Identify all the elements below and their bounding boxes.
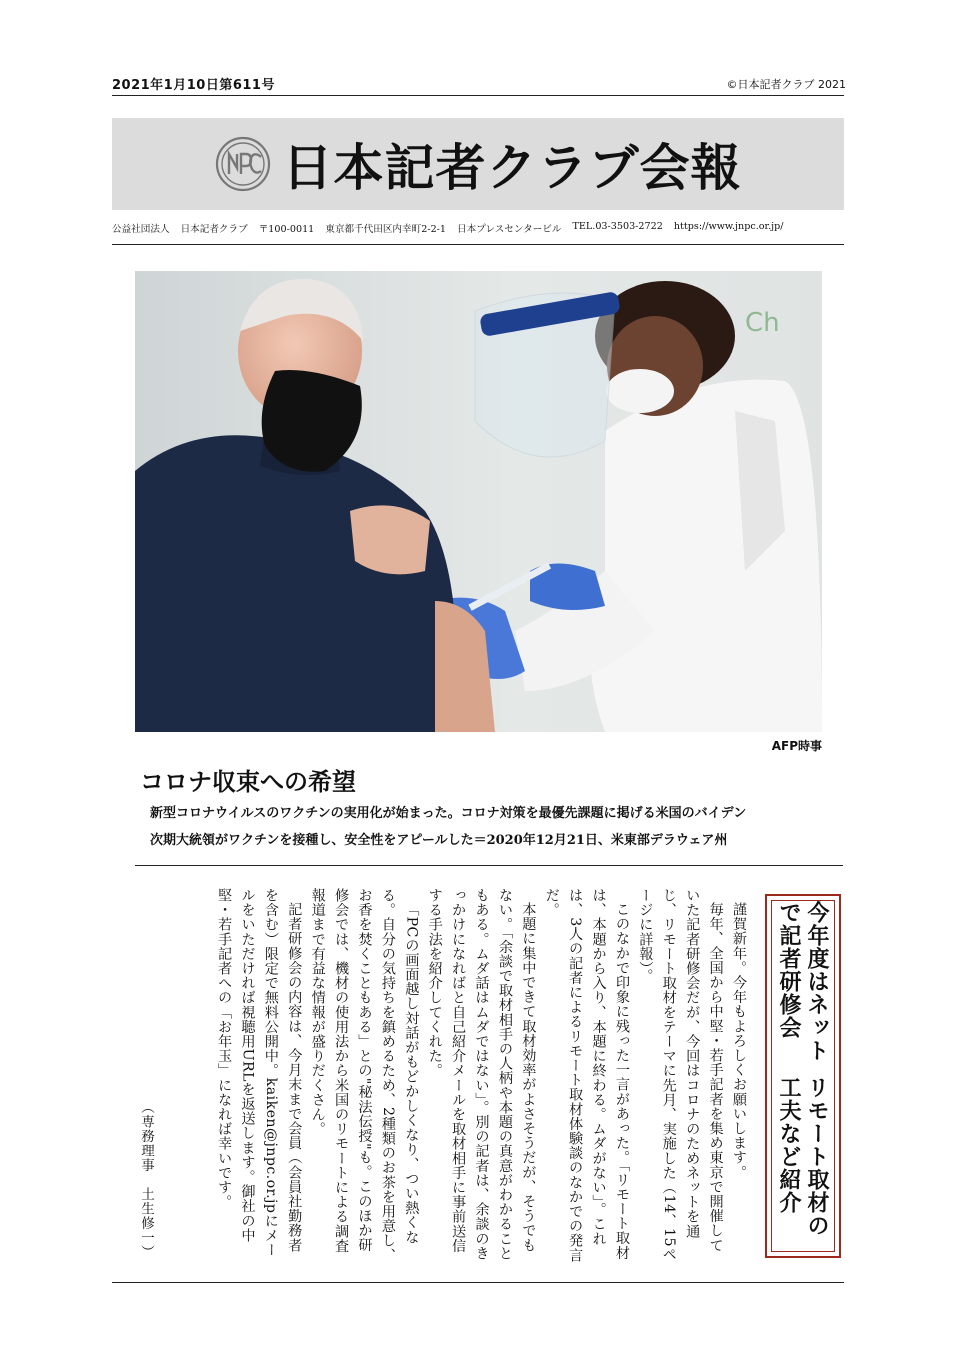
postal-code: 〒100-0011 (258, 224, 315, 235)
bottom-divider (112, 1282, 844, 1283)
org-name: 日本記者クラブ (180, 224, 248, 235)
article-paragraph: 記者研修会の内容は、今月末まで会員（会員社勤務者を含む）限定で無料公開中。kaiken@jnpc.or.jpにメールをいただければ視聴用URLを返送します。御社の中堅・若手記者への「お年玉」になれば幸いです。 (216, 888, 303, 1258)
building-name: 日本プレスセンタービル (457, 224, 562, 235)
feature-headline-line-1: 今年度はネットで記者研修会 (776, 901, 830, 1062)
address-divider (112, 244, 844, 245)
feature-headline-line-2: リモート取材の工夫など紹介 (776, 1076, 830, 1237)
masthead (112, 118, 844, 210)
top-divider (112, 95, 844, 96)
article-signature: （専務理事 土生修一） (138, 1100, 154, 1260)
article-paragraph: 毎年、全国から中堅・若手記者を集め東京で開催していた記者研修会だが、今回はコロナのためネットを通じ、リモート取材をテーマに先月、実施した（14、15ページに詳報）。 (637, 888, 724, 1262)
publisher-address-line (112, 221, 844, 235)
website-url[interactable]: https://www.jnpc.or.jp/ (673, 221, 784, 232)
issue-date-number: 2021年1月10日第611号 (112, 78, 275, 93)
feature-article-body (160, 888, 750, 1264)
article-paragraph: このなかで印象に残った一言があった。「リモート取材は、本題から入り、本題に終わる。ムダがない」。これは、3人の記者によるリモート取材体験談のなかでの発言だ。 (543, 888, 630, 1263)
masthead-title: 日本記者クラブ会報 (282, 138, 742, 197)
section-divider (135, 865, 843, 866)
street-address: 東京都千代田区内幸町2-2-1 (325, 224, 447, 235)
svg-text:Ch: Ch (745, 308, 780, 338)
article-paragraph: 「PCの画面越し対話がもどかしくなり、つい熱くなる。自分の気持ちを鎮めるため、2種類のお茶を用意し、お香を焚くこともある」との"秘法伝授"も。このほか研修会では、機材の使用法から米国のリモートによる調査報道まで有益な情報が盛りだくさん。 (309, 888, 420, 1263)
jnpc-emblem-icon (215, 136, 271, 192)
telephone: TEL.03-3503-2722 (572, 221, 663, 232)
photo-caption-line-2: 次期大統領がワクチンを接種し、安全性をアピールした＝2020年12月21日、米東部デラウェア州 (150, 833, 728, 848)
article-paragraph: 本題に集中できて取材効率がよさそうだが、そうでもない。「余談で取材相手の人柄や本題の真意がわかることもある。ムダ話はムダではない」。別の記者は、余談のきっかけになればと自己紹介メールを取材相手に事前送信する手法を紹介してくれた。 (426, 888, 537, 1261)
org-type: 公益社団法人 (112, 224, 170, 235)
article-paragraph: 謹賀新年。今年もよろしくお願いします。 (731, 902, 747, 1180)
photo-caption-title: コロナ収束への希望 (140, 767, 356, 796)
photo-credit: AFP時事 (771, 739, 822, 753)
copyright-notice: ©日本記者クラブ 2021 (726, 78, 846, 91)
photo-caption-line-1: 新型コロナウイルスのワクチンの実用化が始まった。コロナ対策を最優先課題に掲げる米国のバイデン (150, 806, 747, 821)
feature-headline-box (765, 894, 841, 1258)
vaccination-photo (135, 271, 822, 732)
